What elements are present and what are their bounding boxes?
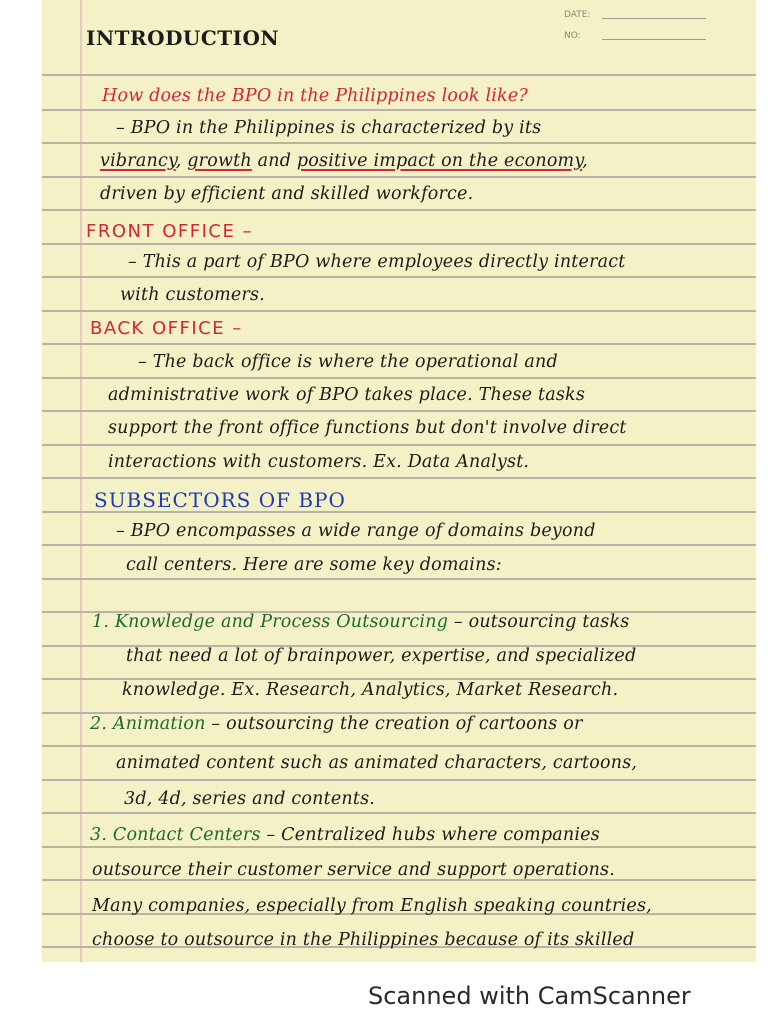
back-office-heading: BACK OFFICE – bbox=[90, 318, 243, 339]
front-office-line-1: – This a part of BPO where employees directly interact bbox=[128, 252, 626, 272]
intro-line-2 bbox=[100, 151, 588, 171]
intro-growth: growth bbox=[187, 151, 252, 171]
list-item-3-line-4: choose to outsource in the Philippines because of its skilled bbox=[92, 930, 635, 950]
front-office-line-2: with customers. bbox=[120, 285, 265, 305]
notebook-page bbox=[42, 0, 756, 962]
back-office-line-1: – The back office is where the operational and bbox=[138, 352, 558, 372]
rule-line bbox=[42, 745, 756, 747]
rule-line bbox=[42, 779, 756, 781]
list-item-1-line-1 bbox=[92, 612, 629, 632]
subsectors-heading: SUBSECTORS OF BPO bbox=[94, 488, 346, 512]
list-item-2-line-2: animated content such as animated characters, cartoons, bbox=[116, 753, 638, 773]
rule-line bbox=[42, 846, 756, 848]
scanner-watermark: Scanned with CamScanner bbox=[368, 982, 691, 1010]
rule-line bbox=[42, 477, 756, 479]
no-field bbox=[564, 31, 581, 41]
page-title: INTRODUCTION bbox=[86, 26, 280, 50]
rule-line bbox=[42, 142, 756, 144]
intro-line-3: driven by efficient and skilled workforce. bbox=[100, 184, 474, 204]
list-item-1-rest: – outsourcing tasks bbox=[448, 612, 630, 632]
back-office-line-2: administrative work of BPO takes place. These tasks bbox=[108, 385, 586, 405]
rule-line bbox=[42, 243, 756, 245]
subsectors-line-1: – BPO encompasses a wide range of domains beyond bbox=[116, 521, 596, 541]
rule-line bbox=[42, 209, 756, 211]
intro-sep-1: , bbox=[175, 151, 188, 171]
rule-line bbox=[42, 377, 756, 379]
intro-positive-impact: positive impact on the economy bbox=[296, 151, 583, 171]
rule-line bbox=[42, 343, 756, 345]
margin-line bbox=[80, 0, 82, 962]
question-heading: How does the BPO in the Philippines look like? bbox=[102, 86, 528, 106]
intro-sep-3: , bbox=[582, 151, 588, 171]
rule-line bbox=[42, 109, 756, 111]
subsectors-line-2: call centers. Here are some key domains: bbox=[126, 555, 502, 575]
list-item-3-line-2: outsource their customer service and support operations. bbox=[92, 860, 615, 880]
list-item-1-line-2: that need a lot of brainpower, expertise, and specialized bbox=[126, 646, 637, 666]
list-item-3-line-3: Many companies, especially from English speaking countries, bbox=[92, 896, 652, 916]
rule-line bbox=[42, 444, 756, 446]
no-underline bbox=[602, 39, 706, 40]
intro-line-1: – BPO in the Philippines is characterized by its bbox=[116, 118, 542, 138]
rule-line bbox=[42, 74, 756, 76]
rule-line bbox=[42, 812, 756, 814]
list-item-1-label: 1. Knowledge and Process Outsourcing bbox=[92, 612, 449, 632]
date-field bbox=[564, 10, 590, 20]
intro-vibrancy: vibrancy bbox=[100, 151, 176, 171]
rule-line bbox=[42, 578, 756, 580]
no-label: NO: bbox=[564, 31, 581, 41]
date-underline bbox=[602, 18, 706, 19]
rule-line bbox=[42, 410, 756, 412]
rule-line bbox=[42, 276, 756, 278]
intro-sep-2: and bbox=[251, 151, 297, 171]
list-item-2-label: 2. Animation bbox=[90, 714, 206, 734]
list-item-2-rest: – outsourcing the creation of cartoons or bbox=[205, 714, 583, 734]
list-item-3-line-1 bbox=[90, 825, 600, 845]
list-item-2-line-1 bbox=[90, 714, 583, 734]
list-item-1-line-3: knowledge. Ex. Research, Analytics, Market Research. bbox=[122, 680, 619, 700]
list-item-3-label: 3. Contact Centers bbox=[90, 825, 261, 845]
list-item-2-line-3: 3d, 4d, series and contents. bbox=[124, 789, 376, 809]
date-label: DATE: bbox=[564, 10, 591, 20]
rule-line bbox=[42, 544, 756, 546]
back-office-line-4: interactions with customers. Ex. Data Analyst. bbox=[108, 452, 530, 472]
rule-line bbox=[42, 310, 756, 312]
back-office-line-3: support the front office functions but don't involve direct bbox=[108, 418, 627, 438]
front-office-heading: FRONT OFFICE – bbox=[86, 221, 254, 242]
list-item-3-rest: – Centralized hubs where companies bbox=[260, 825, 600, 845]
rule-line bbox=[42, 176, 756, 178]
